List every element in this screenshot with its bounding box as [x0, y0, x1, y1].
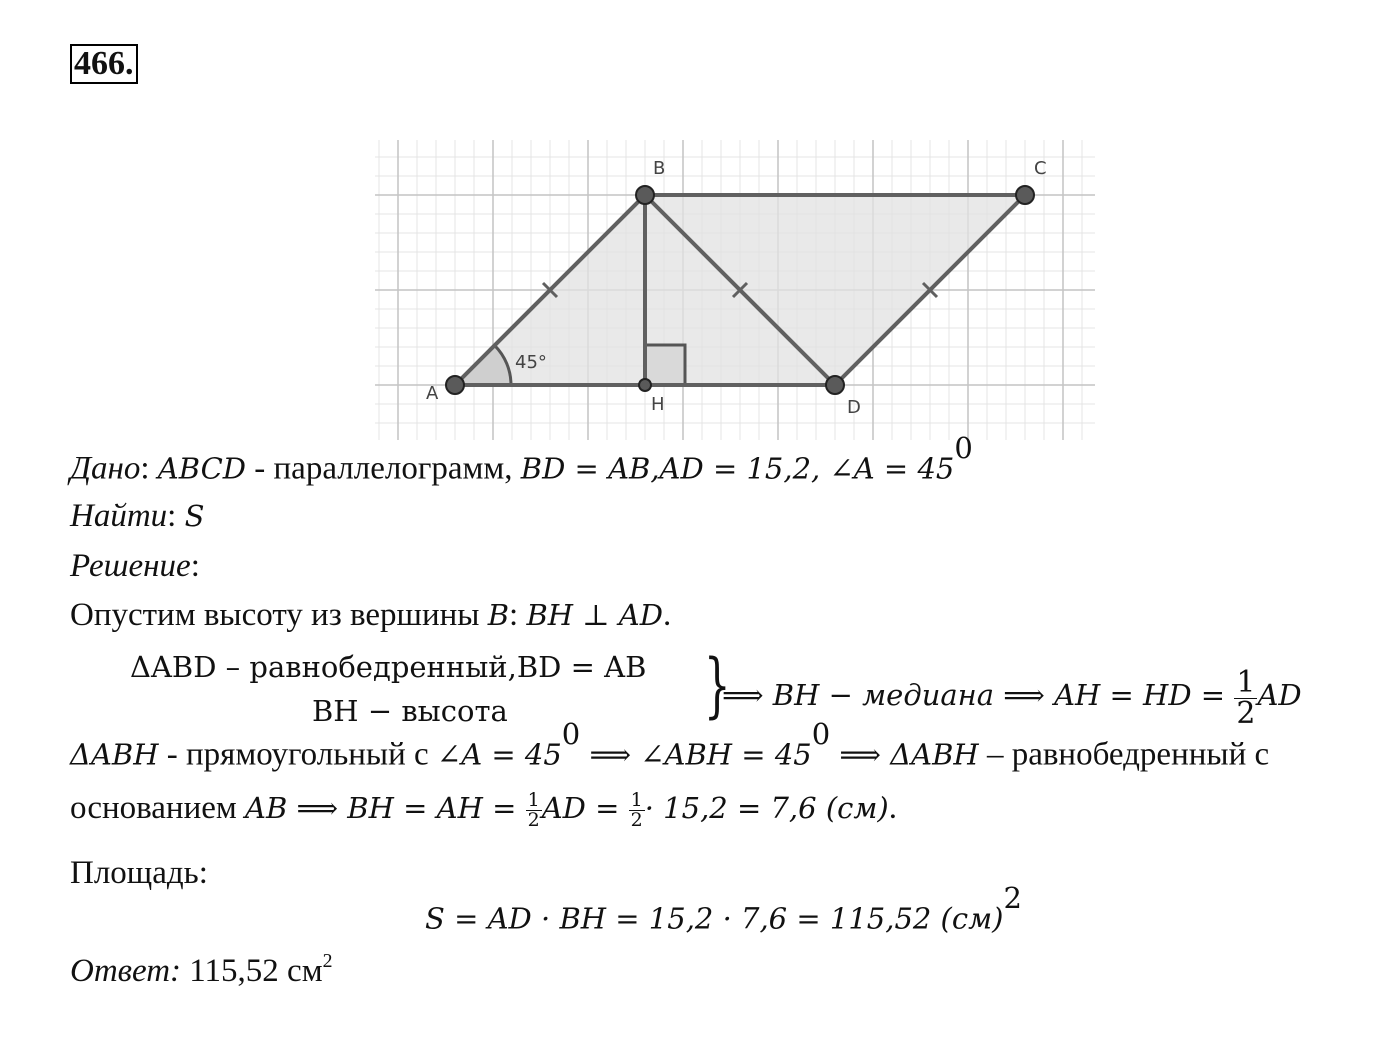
step3-frac1-num: 1: [527, 788, 540, 811]
step2-sup2: 0: [811, 717, 831, 751]
step3-expr2: AD =: [541, 791, 629, 825]
point-b: [636, 186, 654, 204]
label-angle: 45°: [515, 352, 547, 373]
step3-dot: .: [888, 790, 897, 826]
given-abcd: ABCD: [157, 451, 247, 486]
find-label: Найти: [70, 498, 168, 534]
given-sup: 0: [954, 431, 973, 465]
system-result: [722, 665, 1302, 731]
system-result-post: AD: [1257, 678, 1302, 713]
answer-line: [70, 950, 333, 990]
step1-line: [70, 597, 671, 634]
step2-text1: - прямоугольный с: [158, 736, 437, 773]
given-text: - параллелограмм,: [246, 450, 521, 487]
given-expr: BD = AB,AD = 15,2, ∠A = 45: [520, 451, 955, 486]
step3-expr1: AB ⟹ BH = AH =: [245, 791, 526, 825]
label-b: B: [653, 158, 666, 179]
find-colon: :: [167, 498, 185, 534]
step1-dot: .: [662, 597, 672, 633]
solution-line: [70, 548, 200, 585]
area-formula: [425, 881, 1022, 936]
step2-expr4: ⟹ ΔABH: [830, 737, 979, 772]
point-d: [826, 376, 844, 394]
step3-frac2-num: 1: [630, 788, 643, 811]
step2-expr1: ΔABH: [70, 737, 159, 772]
step3-text1: основанием: [70, 790, 246, 826]
system-line2: BH − высота: [312, 694, 508, 728]
find-line: [70, 498, 204, 535]
parallelogram-figure: [375, 140, 1095, 440]
step3-expr3: · 15,2 = 7,6 (см): [644, 791, 889, 825]
right-angle-mark: [645, 345, 685, 385]
step3-frac2: [629, 788, 645, 831]
formula-sup: 2: [1003, 881, 1022, 915]
step3-frac2-den: 2: [630, 808, 643, 831]
step3-line: [70, 790, 897, 830]
step2-line: [70, 717, 1270, 773]
system-fraction: [1234, 665, 1257, 731]
point-h: [639, 379, 651, 391]
system-brace: }: [703, 644, 731, 726]
step1-colon: :: [509, 597, 527, 633]
answer-label: Ответ:: [70, 953, 182, 989]
problem-number: 466.: [70, 44, 138, 84]
point-c: [1016, 186, 1034, 204]
formula-expr: S = AD · BH = 15,2 · 7,6 = 115,52 (см): [425, 901, 1004, 936]
solution-colon: :: [190, 548, 200, 584]
label-a: A: [426, 383, 439, 404]
solution-label: Решение: [70, 548, 191, 584]
step2-expr3: ⟹ ∠ABH = 45: [580, 737, 812, 772]
label-h: H: [651, 394, 665, 415]
label-c: C: [1034, 158, 1047, 179]
given-label: Дано: [70, 450, 141, 487]
system-frac-den: 2: [1236, 696, 1256, 731]
step2-sup1: 0: [561, 717, 581, 751]
step2-expr2: ∠A = 45: [436, 737, 562, 772]
answer-value: 115,52 см: [181, 953, 323, 989]
given-colon: :: [140, 450, 150, 487]
label-d: D: [847, 397, 861, 418]
step1-text: Опустим высоту из вершины: [70, 597, 488, 633]
system-frac-num: 1: [1236, 665, 1256, 700]
system-result-pre: ⟹ BH − медиана ⟹ AH = HD =: [722, 678, 1235, 713]
system-line1: ΔABD – равнобедренный,BD = AB: [130, 650, 647, 684]
point-a: [446, 376, 464, 394]
step2-text2: – равнобедренный с: [978, 736, 1270, 773]
step3-frac1-den: 2: [527, 808, 540, 831]
step3-frac1: [526, 788, 542, 831]
area-line: Площадь:: [70, 855, 208, 891]
step1-b: B: [487, 598, 510, 632]
step1-expr: BH ⊥ AD: [526, 598, 663, 632]
answer-sup: 2: [322, 950, 333, 973]
given-line: [70, 431, 973, 487]
find-value: S: [184, 499, 205, 533]
